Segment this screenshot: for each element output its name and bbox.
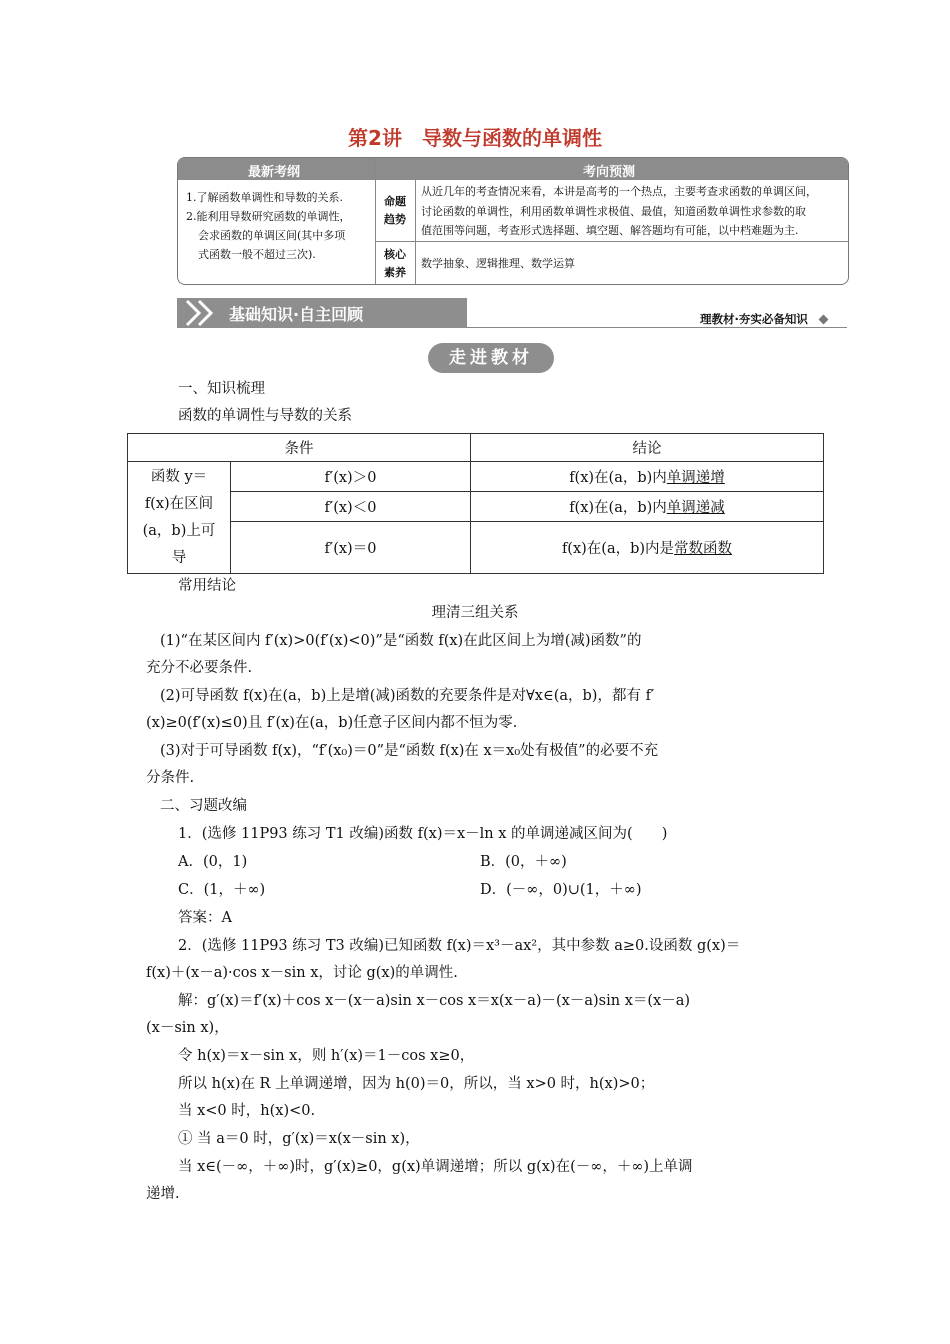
diamond-icon bbox=[818, 315, 828, 325]
table-header-condition: 条件 bbox=[128, 434, 471, 462]
option-b: B．(0，＋∞) bbox=[480, 854, 567, 870]
paragraph-line: 分条件. bbox=[146, 770, 195, 786]
heading-relation: 函数的单调性与导数的关系 bbox=[178, 408, 352, 424]
paragraph-line: (1)“在某区间内 f′(x)>0(f′(x)<0)”是“函数 f(x)在此区间上为增(减)函数”的 bbox=[160, 633, 642, 649]
paragraph-line: (x－sin x)， bbox=[146, 1020, 229, 1036]
table-row-concl: f(x)在(a，b)内是常数函数 bbox=[471, 522, 824, 574]
paragraph-line: 递增. bbox=[146, 1186, 180, 1202]
paragraph-line: ① 当 a＝0 时，g′(x)＝x(x－sin x)， bbox=[178, 1131, 420, 1147]
option-a: A．(0，1) bbox=[178, 854, 248, 870]
info-left-line: 式函数一般不超过三次). bbox=[198, 248, 316, 261]
info-left-header: 最新考纲 bbox=[248, 165, 301, 180]
table-condition-cell: 函数 y＝ f(x)在区间 (a，b)上可 导 bbox=[128, 462, 231, 574]
table-header-conclusion: 结论 bbox=[471, 434, 824, 462]
info-left-text bbox=[186, 188, 371, 264]
heading-knowledge: 一、知识梳理 bbox=[178, 381, 265, 397]
info-header bbox=[178, 158, 848, 180]
table-row-cond: f′(x)＞0 bbox=[231, 462, 471, 492]
table-row-concl: f(x)在(a，b)内单调递增 bbox=[471, 462, 824, 492]
paragraph-line: 当 x<0 时，h(x)<0. bbox=[178, 1103, 316, 1119]
answer-1: 答案：A bbox=[178, 910, 232, 926]
paragraph-line: 2．(选修 11P93 练习 T3 改编)已知函数 f(x)＝x³－ax²，其中参数 a≥0.设函数 g(x)＝ bbox=[178, 938, 741, 954]
heading-exercises: 二、习题改编 bbox=[160, 798, 247, 814]
table-row-cond: f′(x)＝0 bbox=[231, 522, 471, 574]
info-right-header: 考向预测 bbox=[583, 165, 636, 180]
heading-three-relations: 理清三组关系 bbox=[431, 605, 519, 621]
table-row-cond: f′(x)＜0 bbox=[231, 492, 471, 522]
paragraph-line: 所以 h(x)在 R 上单调递增，因为 h(0)＝0，所以，当 x>0 时，h(x)>0； bbox=[178, 1076, 655, 1092]
banner-label: 基础知识·自主回顾 bbox=[229, 305, 364, 324]
literacy-text: 数学抽象、逻辑推理、数学运算 bbox=[421, 257, 575, 270]
section-chip: 走进教材 bbox=[428, 343, 554, 373]
trend-text: 从近几年的考查情况来看，本讲是高考的一个热点，主要考查求函数的单调区间， 讨论函数的单调性，利用函数单调性求极值、最值，知道函数单调性求参数的取 值范围等问题，考查形式选择题、填空题、解答题均有可能，以中档难题为主. bbox=[421, 185, 817, 237]
paragraph-line: 当 x∈(－∞，＋∞)时，g′(x)≥0，g(x)单调递增；所以 g(x)在(－∞，＋∞)上单调 bbox=[178, 1159, 693, 1175]
paragraph-line: (3)对于可导函数 f(x)，“f′(x₀)＝0”是“函数 f(x)在 x＝x₀处有极值”的必要不充 bbox=[160, 743, 659, 759]
section-banner bbox=[177, 298, 467, 328]
info-left-line: 会求函数的单调区间(其中多项 bbox=[198, 229, 346, 242]
question-1: 1．(选修 11P93 练习 T1 改编)函数 f(x)＝x－ln x 的单调递减区间为( ) bbox=[178, 826, 668, 842]
double-chevron-icon bbox=[181, 298, 225, 328]
option-c: C．(1，＋∞) bbox=[178, 882, 266, 898]
row-label-trend: 命题 趋势 bbox=[384, 195, 406, 226]
row-label-literacy: 核心 素养 bbox=[384, 248, 406, 279]
banner-rule bbox=[467, 327, 847, 328]
info-left-line: 2.能利用导数研究函数的单调性， bbox=[186, 210, 351, 223]
monotonicity-table bbox=[127, 433, 824, 574]
heading-common: 常用结论 bbox=[178, 578, 236, 594]
page-title: 第2讲 导数与函数的单调性 bbox=[348, 126, 602, 150]
banner-right-text: 理教材·夯实必备知识 bbox=[700, 311, 827, 327]
paragraph-line: 解：g′(x)＝f′(x)＋cos x－(x－a)sin x－cos x＝x(x－a)－(x－a)sin x＝(x－a) bbox=[178, 993, 691, 1009]
paragraph-line: (x)≥0(f′(x)≤0)且 f′(x)在(a，b)任意子区间内都不恒为零. bbox=[146, 715, 518, 731]
option-d: D．(－∞，0)∪(1，＋∞) bbox=[480, 882, 642, 898]
exam-outline-box bbox=[177, 157, 849, 285]
info-left-line: 1.了解函数单调性和导数的关系. bbox=[186, 191, 343, 204]
paragraph-line: 充分不必要条件. bbox=[146, 660, 253, 676]
paragraph-line: (2)可导函数 f(x)在(a，b)上是增(减)函数的充要条件是对∀x∈(a，b)，都有 f′ bbox=[160, 688, 655, 704]
table-row-concl: f(x)在(a，b)内单调递减 bbox=[471, 492, 824, 522]
paragraph-line: f(x)＋(x－a)·cos x－sin x，讨论 g(x)的单调性. bbox=[146, 965, 458, 981]
paragraph-line: 令 h(x)＝x－sin x，则 h′(x)＝1－cos x≥0， bbox=[178, 1048, 475, 1064]
